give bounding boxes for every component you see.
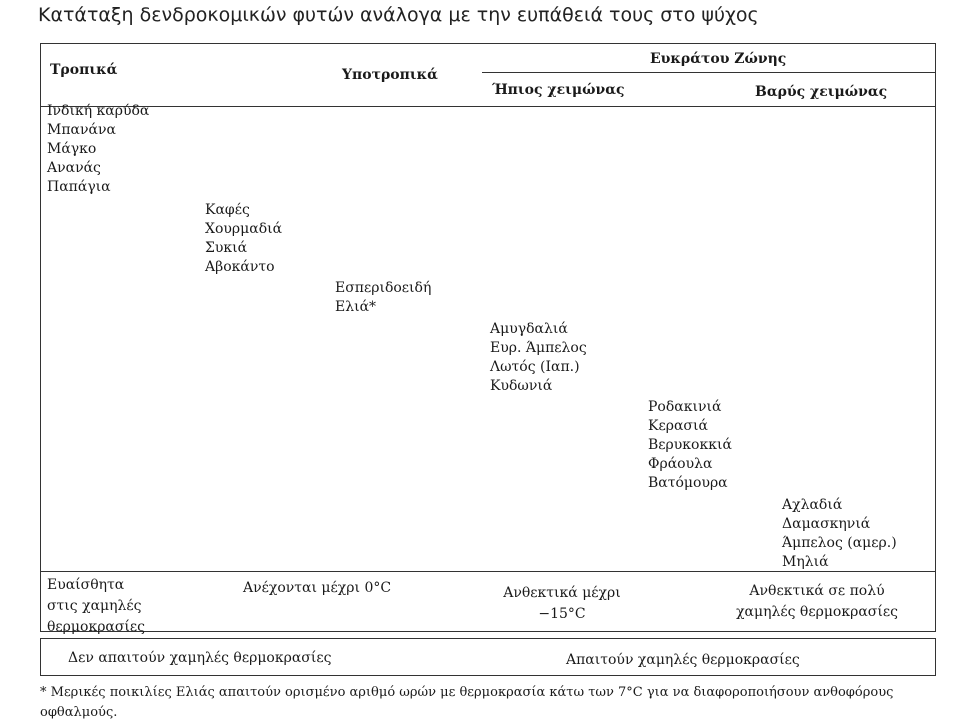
- list-item: Αχλαδιά: [782, 497, 843, 513]
- temperate-zone-underline: [482, 72, 936, 73]
- header-tropical: Τροπικά: [50, 62, 118, 78]
- tolerance-line: στις χαμηλές: [47, 598, 142, 614]
- list-item: Συκιά: [205, 240, 248, 256]
- tolerance-line: Ευαίσθητα: [47, 577, 125, 593]
- page-title: Κατάταξη δενδροκομικών φυτών ανάλογα με την ευπάθειά τους στο ψύχος: [38, 4, 759, 26]
- list-item: Κυδωνιά: [490, 378, 553, 394]
- list-item: Ελιά*: [335, 299, 377, 315]
- requirement-left: Δεν απαιτούν χαμηλές θερμοκρασίες: [68, 650, 332, 666]
- header-temperate-zone: Ευκράτου Ζώνης: [650, 51, 787, 67]
- list-item: Λωτός (Ιαπ.): [490, 359, 580, 375]
- tolerance-line: −15°C: [538, 606, 586, 622]
- tolerance-line: Ανθεκτικά μέχρι: [503, 585, 621, 601]
- list-item: Βατόμουρα: [648, 475, 728, 491]
- tolerance-line: Ανθεκτικά σε πολύ: [749, 583, 885, 599]
- list-item: Βερυκοκκιά: [648, 437, 732, 453]
- tropical-group: [47, 102, 149, 197]
- tolerance-line: Ανέχονται μέχρι 0°C: [243, 580, 392, 596]
- tolerance-line: χαμηλές θερμοκρασίες: [736, 604, 898, 620]
- tolerance-severe: [712, 581, 922, 623]
- list-item: Μπανάνα: [47, 122, 116, 138]
- list-item: Αμυγδαλιά: [490, 321, 568, 337]
- requirement-right: Απαιτούν χαμηλές θερμοκρασίες: [566, 652, 800, 668]
- tolerance-mild: [498, 583, 626, 625]
- subtropical-group-a: [205, 201, 282, 277]
- severe-winter-group: [782, 496, 897, 572]
- mild-winter-group-b: [648, 398, 732, 493]
- footnote: * Μερικές ποικιλίες Ελιάς απαιτούν ορισμένο αριθμό ωρών με θερμοκρασία κάτω των 7°C για να διαφοροποιήσουν ανθοφόρους οφθαλμούς.: [40, 685, 894, 720]
- list-item: Δαμασκηνιά: [782, 516, 871, 532]
- list-item: Μηλιά: [782, 554, 829, 570]
- list-item: Άμπελος (αμερ.): [782, 535, 897, 551]
- header-subtropical: Υποτροπικά: [342, 67, 438, 83]
- list-item: Φράουλα: [648, 456, 713, 472]
- list-item: Ροδακινιά: [648, 399, 722, 415]
- list-item: Ινδική καρύδα: [47, 103, 150, 119]
- list-item: Καφές: [205, 202, 250, 218]
- header-mild-winter: Ήπιος χειμώνας: [492, 82, 625, 98]
- list-item: Ευρ. Άμπελος: [490, 340, 587, 356]
- list-item: Παπάγια: [47, 179, 111, 195]
- tolerance-line: θερμοκρασίες: [47, 619, 146, 635]
- tolerance-subtropical: [243, 578, 391, 599]
- list-item: Αβοκάντο: [205, 259, 275, 275]
- tolerance-tropical: [47, 575, 145, 638]
- header-rule: [40, 106, 936, 107]
- list-item: Ανανάς: [47, 160, 101, 176]
- subtropical-group-b: [335, 279, 431, 317]
- header-severe-winter: Βαρύς χειμώνας: [755, 84, 888, 100]
- list-item: Χουρμαδιά: [205, 221, 283, 237]
- mild-winter-group-a: [490, 320, 587, 396]
- list-item: Μάγκο: [47, 141, 97, 157]
- list-item: Κερασιά: [648, 418, 708, 434]
- list-item: Εσπεριδοειδή: [335, 280, 432, 296]
